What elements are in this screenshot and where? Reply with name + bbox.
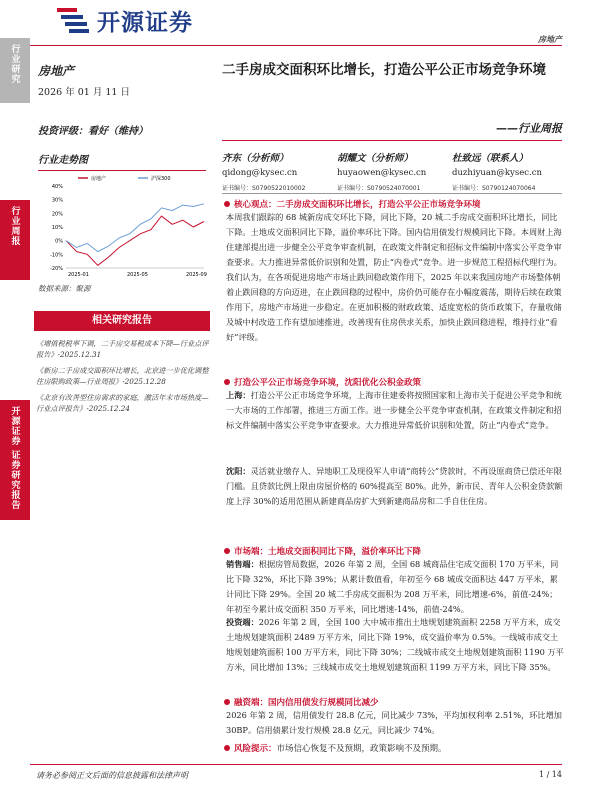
y-tick-label: 0% bbox=[55, 238, 63, 245]
section-heading-text: 打造公平公正市场竞争环境，沈阳优化公积金政策 bbox=[234, 378, 422, 388]
analyst-cert: 证书编号：S0790124070064 bbox=[452, 185, 536, 192]
section-policy-heading bbox=[224, 376, 421, 388]
analyst-card bbox=[337, 150, 447, 192]
para-text: 2026 年第 2 周，全国 100 大中城市推出土地规划建筑面积 2258 万平方米，成交土地规划建筑面积 2489 万平方米，同比下降 19%，成交溢价率为 0.5%。一线城市成交土地规划建筑面积 100 万平方米，同比下降 30%；二线城市成交土地规划建筑面积 1190 万平方米，同比增加 13%；三线城市成交土地规划建筑面积 1199 万平方米，同比下降 35%。 bbox=[226, 617, 564, 672]
related-report-item[interactable]: 《新房二手房成交面积环比增长，北京进一步优化调整住房限购政策—行业周报》-2025.12.28 bbox=[36, 366, 209, 386]
section-market-investment bbox=[226, 615, 564, 675]
para-label: 上海： bbox=[226, 390, 251, 400]
title-divider bbox=[222, 140, 562, 141]
section-financing-body: 2026 年第 2 周，信用债发行 28.8 亿元，同比减少 73%，平均加权利率 2.51%，环比增加 30BP。信用债累计发行规模 28.8 亿元，同比减少 74%。 bbox=[226, 710, 562, 735]
x-tick-label: 2025-05 bbox=[127, 272, 148, 278]
section-heading-text: 融资端：国内信用债发行规模同比减少 bbox=[234, 698, 379, 708]
sidebar-tab-weekly: 行业周报 bbox=[0, 200, 30, 280]
analyst-list bbox=[222, 150, 562, 192]
category-title: 房地产 bbox=[38, 64, 75, 78]
bullet-icon bbox=[224, 379, 230, 385]
analyst-card bbox=[222, 150, 332, 192]
analyst-card bbox=[452, 150, 562, 192]
para-label: 沈阳： bbox=[226, 466, 251, 476]
logo-mark-icon bbox=[55, 5, 91, 35]
sidebar-tab-brand: 开源证券 证券研究报告 bbox=[0, 400, 30, 520]
section-core-view-heading bbox=[224, 198, 481, 210]
y-tick-label: -10% bbox=[50, 252, 63, 259]
analyst-email[interactable]: duzhiyuan@kysec.cn bbox=[452, 168, 542, 178]
y-tick-label: 30% bbox=[51, 197, 63, 204]
data-source: 数据来源：聚源 bbox=[38, 284, 91, 293]
footer-disclaimer: 请务必参阅正文后面的信息披露和法律声明 bbox=[36, 771, 188, 780]
bullet-icon bbox=[224, 699, 230, 705]
related-reports-list bbox=[36, 338, 210, 419]
y-tick-label: 20% bbox=[51, 211, 63, 218]
report-date: 2026 年 01 月 11 日 bbox=[38, 87, 130, 98]
analyst-cert: 证书编号：S0790524070001 bbox=[337, 185, 421, 192]
analyst-name: 齐东（分析师） bbox=[222, 153, 289, 164]
related-report-item[interactable]: 《增值税税率下调，二手房交易税成本下降—行业点评报告》-2025.12.31 bbox=[36, 339, 209, 359]
para-label: 投资端： bbox=[226, 617, 259, 627]
trend-chart bbox=[38, 172, 208, 282]
para-text: 根据房管局数据，2026 年第 2 周，全国 68 城商品住宅成交面积 170 万平米，同比下降 32%，环比下降 39%；从累计数值看，年初至今 68 城成交面积达 447 万平米，累计同比下降 29%。全国 20 城二手房成交面积为 208 万平米，同比增速-6%，前值-24%；年初至今累计成交面积 350 万平米，同比增速-14%，前值-24%。 bbox=[226, 559, 559, 614]
brand-logo bbox=[55, 2, 245, 38]
risk-label: 风险提示： bbox=[234, 744, 277, 754]
x-tick-label: 2025-09 bbox=[186, 272, 207, 278]
footer-divider bbox=[30, 764, 562, 765]
series-line bbox=[66, 204, 204, 252]
logo-text: 开源证券 bbox=[97, 9, 193, 36]
legend-label: 房地产 bbox=[91, 176, 107, 182]
section-policy-shenyang bbox=[226, 464, 564, 509]
bullet-icon bbox=[224, 201, 230, 207]
sidebar-tab-industry-research: 行业研究 bbox=[0, 38, 30, 103]
series-line bbox=[66, 216, 204, 265]
bullet-icon bbox=[224, 548, 230, 554]
para-label: 销售端： bbox=[226, 559, 259, 569]
section-heading-text: 市场端：土地成交面积同比下降，溢价率环比下降 bbox=[234, 547, 422, 557]
para-text: 打造公平公正市场竞争环境，上海市住建委将按照国家和上海市关于促进公平竞争和统一大市场的工作部署，推进三方面工作。进一步健全公平竞争审查机制，在政策文件制定和招标文件编制中落实公平竞争审查要求。大力推进异常低价识别和处置，防止“内卷式”竞争。 bbox=[226, 390, 562, 430]
related-reports-header: 相关研究报告 bbox=[34, 311, 210, 331]
section-core-view-body: 本周我们跟踪的 68 城新房成交环比下降，同比下降，20 城二手房成交面积环比增长，同比下降。土地成交面积同比下降，溢价率环比下降。国内信用债发行规模同比下降。本周财上海住建部提出进一步健全公平竞争审查机制，在政策文件制定和招标文件编制中落实公平竞争审查要求。大力推进异常低价识别和处置，防止“内卷式”竞争。进一步规范工程招标代理行为。我们认为，在各项促进房地产市场止跌回稳政策作用下，2025 年以来我国房地产市场整体朝着止跌回稳的方向迈进，在止跌回稳的过程中，房价仍可能存在小幅度震荡，期待后续在政策作用下，房地产市场进一步稳定。在更加积极的财政政策、适度宽松的货币政策下，存量收储及城中村改造工作有望加速推进，改善现有住房供求关系，加快止跌回稳进程，维持行业“看好”评级。 bbox=[226, 212, 562, 342]
report-type: ——行业周报 bbox=[496, 122, 562, 135]
analyst-name: 杜致远（联系人） bbox=[452, 153, 529, 164]
section-policy-shanghai bbox=[226, 388, 564, 433]
analyst-email[interactable]: huyaowen@kysec.cn bbox=[337, 168, 427, 178]
bullet-icon bbox=[224, 745, 230, 751]
risk-warning bbox=[224, 742, 447, 754]
para-text: 灵活就业缴存人、异地职工及现役军人申请“商转公”贷款时，不再设原商贷已偿还年限门槛。且贷款比例上限由房屋价格的 60%提高至 80%。此外，新市民、青年人公积金贷款额度上浮 30%的适用范围从新建商品房扩大到新建商品房和二手自住住房。 bbox=[226, 466, 563, 506]
section-market-heading bbox=[224, 545, 421, 557]
risk-text: 市场信心恢复不及预期，政策影响不及预期。 bbox=[276, 744, 447, 754]
section-heading-text: 核心观点：二手房成交面积环比增长，打造公平公正市场竞争环境 bbox=[234, 200, 481, 210]
section-financing-heading bbox=[224, 696, 379, 708]
report-title: 二手房成交面积环比增长，打造公平公正市场竞争环境 bbox=[222, 62, 546, 78]
investment-rating: 投资评级：看好（维持） bbox=[38, 126, 148, 137]
header-divider bbox=[30, 45, 562, 46]
y-tick-label: 10% bbox=[51, 225, 63, 231]
analyst-divider bbox=[222, 193, 562, 194]
section-market-sales bbox=[226, 557, 564, 617]
x-tick-label: 2025-01 bbox=[68, 272, 89, 278]
page-number: 1 / 14 bbox=[538, 770, 562, 779]
legend-label: 沪深300 bbox=[151, 176, 171, 182]
y-tick-label: 40% bbox=[51, 184, 63, 190]
analyst-name: 胡耀文（分析师） bbox=[337, 153, 414, 164]
header-section: 房地产 bbox=[538, 34, 562, 44]
related-report-item[interactable]: 《北京有改善型住房需求的家庭，激活年末市场热度—行业点评报告》-2025.12.24 bbox=[36, 393, 209, 413]
y-tick-label: -20% bbox=[50, 266, 63, 272]
trend-chart-title: 行业走势图 bbox=[38, 151, 206, 171]
analyst-cert: 证书编号：S0790522010002 bbox=[222, 185, 306, 192]
analyst-email[interactable]: qidong@kysec.cn bbox=[222, 168, 298, 178]
